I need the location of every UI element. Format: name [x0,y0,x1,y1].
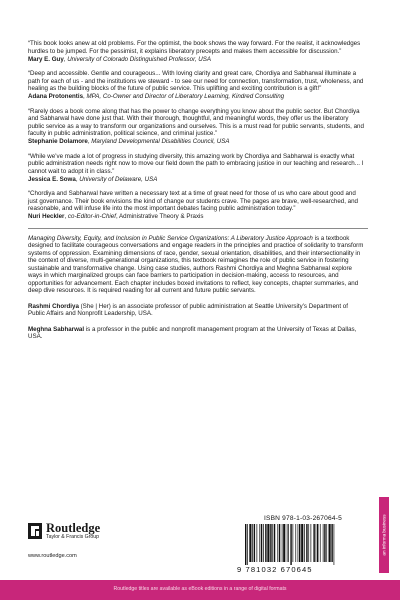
reviewer-name: Nuri Heckler [28,213,65,220]
author-bio-text: (She | Her) is an associate professor of public administration at Seattle University’s Department of Public Affairs and Nonprofit Leadership, USA. [28,302,348,317]
author-bio [28,303,364,318]
routledge-logo-icon [28,523,42,539]
quote-text: “Rarely does a book come along that has the power to change everything you know about the public sector. But Chordiya and Sabharwal have done just that. With their thorough, thoughtful, and meaningful words, they offer us the liberatory public service as a way to transform our organizations and ourselves. This is a must read for public servants, students, and faculty in public administration, political science, and criminal justice.” [28,107,364,137]
divider [28,228,368,229]
reviewer-role: co-Editor-in-Chief [67,213,116,220]
author-bio [28,326,364,341]
isbn-barcode-panel [233,515,373,573]
reviewer-role: Maryland Developmental Disabilities Council, USA [91,138,230,145]
quote-attribution: Nuri Heckler, co-Editor-in-Chief, Administrative Theory & Praxis [28,213,204,220]
quote-text: “Chordiya and Sabharwal have written a necessary text at a time of great need for those of us who care about good and just governance. Their book envisions the kind of change our students crave. The pages are brave, well-researched, and reasonable, and will infuse life into the most important debates facing public administration today.” [28,190,358,212]
book-title: Managing Diversity, Equity, and Inclusion in Public Service Organizations: A Liberatory Justice Approach [28,234,313,242]
informa-side-strip [379,497,389,573]
reviewer-role: MPA, Co-Owner and Director of Liberatory Learning, Kindred Consulting [86,93,285,100]
author-bio-text: is a professor in the public and nonprofit management program at the University of Texas at Dallas, USA. [28,325,357,340]
isbn-label: ISBN 978-1-03-267064-5 [263,515,343,522]
reviewer-name: Mary E. Guy [28,55,64,63]
quote-attribution: Jessica E. Sowa, University of Delaware, USA [28,175,158,183]
cover-text-content [28,40,364,349]
publisher-group: Taylor & Francis Group [46,534,100,540]
quote-text: “Deep and accessible. Gentle and courageous... With loving clarity and great care, Chordiya and Sabharwal illuminate a path for each of us - and the institutions we steward - to see our need for connection, transformation, trust, wholeness, and healing as the building blocks of the future of public service. This uplifting and exciting contribution is a gift!” [28,70,364,92]
footer-text: Routledge titles are available as eBook editions in a range of digital formats [113,586,287,592]
review-quote [28,153,364,184]
review-quote [28,40,364,63]
description-body: is a textbook designed to facilitate courageous conversations and engage readers in the principles and practice of solidarity to transform systems of oppression. Examining dimensions of race, gender, sexual orientation, disabilities, and their intersectionality in the context of diverse, multi-generational organizations, this textbook reimagines the role of public service in fostering sustainable and transformative change. Using case studies, authors Rashmi Chordiya and Meghna Sabharwal explore ways in which marginalized groups can face barriers to participation in decision-making, access to resources, and opportunities for advancement. Each chapter includes boxed invitations to reflect, key concepts, chapter summaries, and deep dive resources. It is required reading for all current and future public servants. [28,234,364,294]
author-name: Meghna Sabharwal [28,325,85,333]
ebook-footer-bar [0,580,400,600]
review-quote [28,190,364,221]
publisher-logo [28,522,100,540]
publisher-website: www.routledge.com [28,553,77,559]
publisher-name-block [46,522,100,540]
reviewer-role: University of Colorado Distinguished Professor, USA [67,55,211,63]
reviewer-role-extra: , Administrative Theory & Praxis [115,213,204,220]
publisher-brand: Routledge [46,521,101,535]
quote-text: “This book looks anew at old problems. For the optimist, the book shows the way forward. For the realist, it acknowledges hurdles to be jumped. For the pessimist, it explains liberatory precepts and makes them accessible for discussion.” [28,40,361,55]
quote-text: “While we’ve made a lot of progress in studying diversity, this amazing work by Chordiya and Sabharwal is exactly what public administration needs right now to move our field down the path to embracing justice in our teaching and research... I cannot wait to adopt it in class.” [28,152,364,175]
reviewer-role: University of Delaware, USA [79,175,158,183]
review-quote [28,108,364,146]
author-name: Rashmi Chordiya [28,302,79,310]
reviewer-name: Adana Protonentis [28,93,84,100]
barcode-icon [245,524,365,565]
quote-attribution: Mary E. Guy, University of Colorado Distinguished Professor, USA [28,55,211,63]
book-description [28,235,364,295]
isbn-digits: 9 781032 670645 [237,565,313,574]
quote-attribution: Adana Protonentis, MPA, Co-Owner and Director of Liberatory Learning, Kindred Consulting [28,93,285,100]
reviewer-name: Stephanie Dolamore [28,138,88,145]
review-quote [28,70,364,101]
side-strip-text: an informa business [381,514,387,556]
reviewer-name: Jessica E. Sowa [28,175,76,183]
quote-attribution: Stephanie Dolamore, Maryland Developmental Disabilities Council, USA [28,138,230,145]
